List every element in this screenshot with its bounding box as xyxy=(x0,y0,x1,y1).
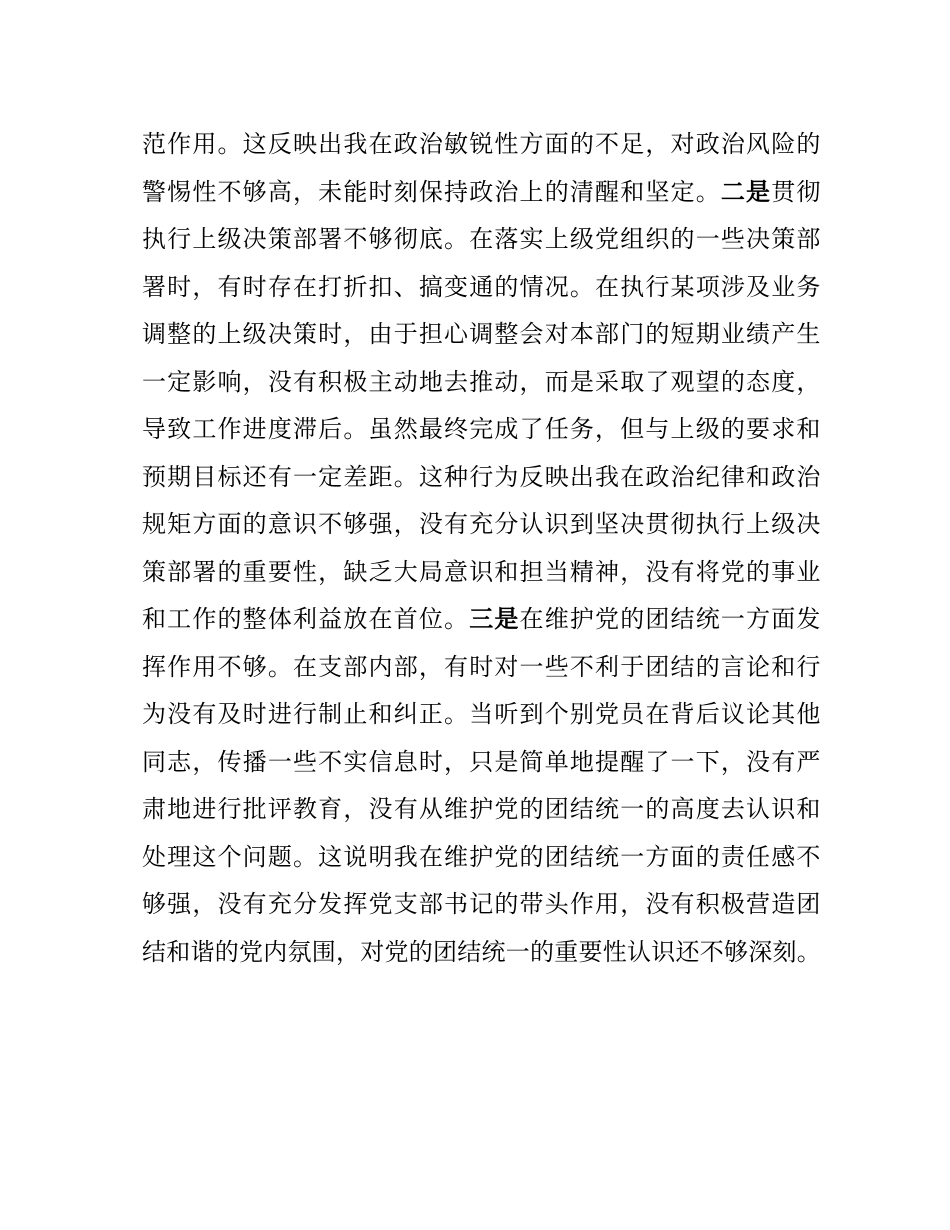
text-segment: 预期目标还有一定差距。这种行为反映出我在政治纪律和政治 xyxy=(142,462,822,491)
text-segment: 警惕性不够高，未能时刻保持政治上的清醒和坚定。 xyxy=(142,177,721,206)
text-line xyxy=(142,929,822,977)
text-line xyxy=(142,359,822,407)
text-line xyxy=(142,834,822,882)
text-segment: 执行上级决策部署不够彻底。在落实上级党组织的一些决策部 xyxy=(142,225,822,253)
text-segment: 贯彻 xyxy=(771,177,822,206)
text-line xyxy=(142,311,822,359)
text-line xyxy=(142,549,822,597)
text-segment: 在维护党的团结统一方面发 xyxy=(519,605,822,633)
text-line xyxy=(142,691,822,739)
text-line xyxy=(142,596,822,644)
text-line xyxy=(142,786,822,834)
text-line xyxy=(142,216,822,264)
body-paragraph xyxy=(142,121,822,976)
text-segment: 肃地进行批评教育，没有从维护党的团结统一的高度去认识和 xyxy=(142,795,822,823)
text-line xyxy=(142,881,822,929)
text-line xyxy=(142,501,822,549)
text-segment: 和工作的整体利益放在首位。 xyxy=(142,605,470,633)
text-segment: 调整的上级决策时，由于担心调整会对本部门的短期业绩产生 xyxy=(142,320,822,348)
emphasis-label: 二是 xyxy=(720,177,772,206)
text-line xyxy=(142,121,822,169)
text-segment: 挥作用不够。在支部内部，有时对一些不利于团结的言论和行 xyxy=(142,652,822,681)
text-line xyxy=(142,644,822,692)
text-line xyxy=(142,264,822,312)
text-segment: 范作用。这反映出我在政治敏锐性方面的不足，对政治风险的 xyxy=(142,130,822,158)
text-segment: 规矩方面的意识不够强，没有充分认识到坚决贯彻执行上级决 xyxy=(142,510,822,538)
text-segment: 署时，有时存在打折扣、搞变通的情况。在执行某项涉及业务 xyxy=(142,272,822,301)
text-segment: 处理这个问题。这说明我在维护党的团结统一方面的责任感不 xyxy=(142,842,822,871)
text-line xyxy=(142,739,822,787)
text-line xyxy=(142,406,822,454)
text-segment: 一定影响，没有积极主动地去推动，而是采取了观望的态度， xyxy=(142,367,822,396)
text-segment: 结和谐的党内氛围，对党的团结统一的重要性认识还不够深刻。 xyxy=(142,937,822,966)
text-segment: 策部署的重要性，缺乏大局意识和担当精神，没有将党的事业 xyxy=(142,557,822,586)
emphasis-label: 三是 xyxy=(469,605,520,633)
text-line xyxy=(142,169,822,217)
text-segment: 够强，没有充分发挥党支部书记的带头作用，没有积极营造团 xyxy=(142,890,822,918)
text-segment: 同志，传播一些不实信息时，只是简单地提醒了一下，没有严 xyxy=(142,747,822,776)
text-segment: 为没有及时进行制止和纠正。当听到个别党员在背后议论其他 xyxy=(142,700,822,728)
text-line xyxy=(142,454,822,502)
text-segment: 导致工作进度滞后。虽然最终完成了任务，但与上级的要求和 xyxy=(142,415,822,443)
